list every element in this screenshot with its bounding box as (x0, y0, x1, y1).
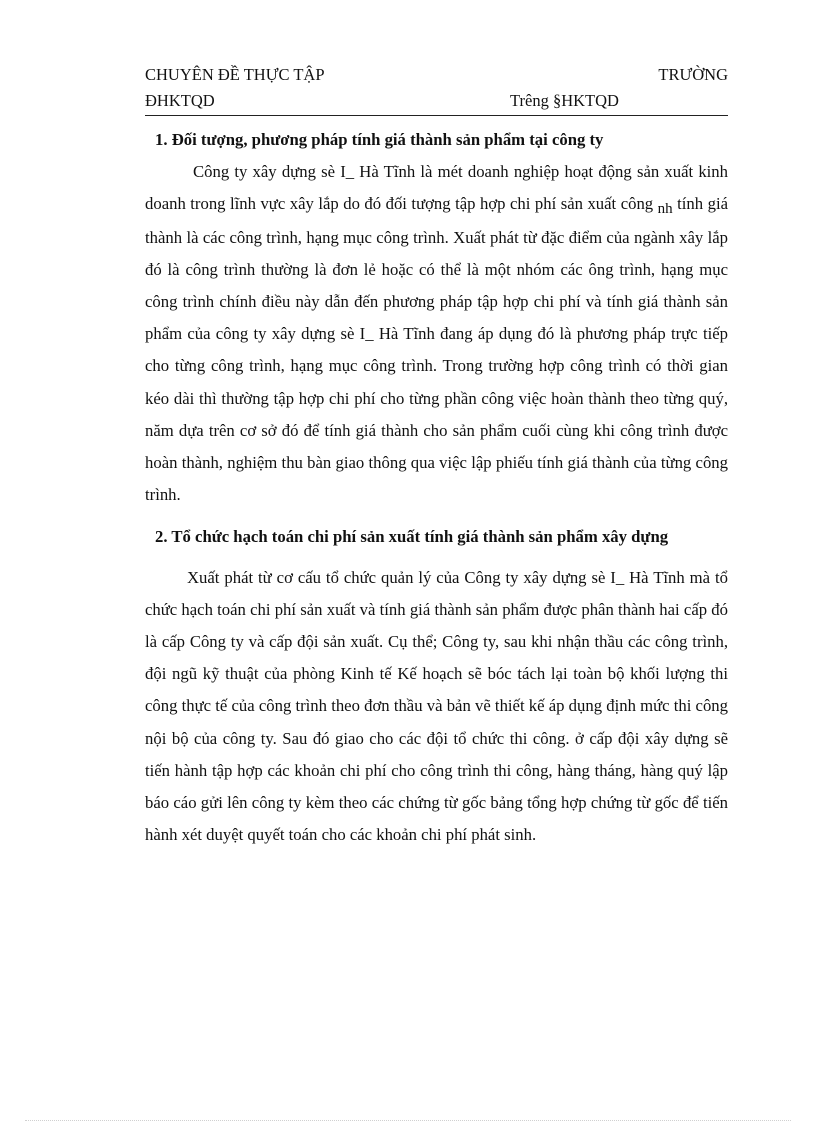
header-school-abbrev: ĐHKTQD (145, 91, 215, 110)
section-1-heading: 1. Đối tượng, phương pháp tính giá thành sản phẩm tại công ty (155, 130, 604, 149)
header-line-2 (145, 88, 728, 114)
page-header (145, 62, 728, 114)
page-bottom-border (25, 1120, 791, 1121)
section-1-text-start: Công ty xây dựng sè I_ Hà Tĩnh là mét doanh nghiệp hoạt động sản xuất kinh doanh trong lĩnh vực xây lắp do đó đối tượng tập hợp chi phí sản xuất công (145, 162, 728, 214)
section-2-paragraph: Xuất phát từ cơ cấu tổ chức quản lý của Công ty xây dựng sè I_ Hà Tĩnh mà tổ chức hạch toán chi phí sản xuất và tính giá thành sản phẩm được phân thành hai cấp đó là cấp Công ty và cấp đội sản xuất. Cụ thể; Công ty, sau khi nhận thầu các công trình, đội ngũ kỹ thuật của phòng Kinh tế Kế hoạch sẽ bóc tách lại toàn bộ khối lượng thi công thực tế của công trình theo đơn thầu và bản vẽ thiết kế áp dụng định mức thi công nội bộ của công ty. Sau đó giao cho các đội tổ chức thi công. ở cấp đội xây dựng sẽ tiến hành tập hợp các khoản chi phí cho công trình thi công, hàng tháng, hàng quý lập báo cáo gửi lên công ty kèm theo các chứng từ gốc bảng tổng hợp chứng từ gốc để tiến hành xét duyệt quyết toán cho các khoản chi phí phát sinh. (145, 567, 728, 845)
document-body (145, 124, 728, 851)
header-divider (145, 115, 728, 116)
header-school-name: Trêng §HKTQD (510, 91, 619, 110)
section-1-text-end: tính giá thành là các công trình, hạng mục công trình. Xuất phát từ đặc điểm của ngành xây lắp đó là công trình thường là đơn lẻ hoặc có thể là một nhóm các ông trình, hạng mục công trình chính điều này dẫn đến phương pháp tập hợp chi phí và tính giá thành sản phẩm của công ty xây dựng sè I_ Hà Tĩnh đang áp dụng đó là phương pháp trực tiếp cho từng công trình, hạng mục công trình. Trong trường hợp công trình có thời gian kéo dài thì thường tập hợp chi phí cho từng phần công việc hoàn thành theo từng quý, năm dựa trên cơ sở đó để tính giá thành cho sản phẩm cuối cùng khi công trình được hoàn thành, nghiệm thu bàn giao thông qua việc lập phiếu tính giá thành của từng công trình. (145, 194, 728, 505)
section-1-subscript-fragment: nh (657, 201, 673, 218)
section-1-paragraph (145, 156, 728, 511)
header-line-1 (145, 62, 728, 88)
section-2-heading: 2. Tổ chức hạch toán chi phí sản xuất tính giá thành sản phẩm xây dựng (155, 527, 669, 547)
header-report-title: CHUYÊN ĐỀ THỰC TẬP (145, 65, 325, 84)
header-school-label: TRƯỜNG (658, 65, 728, 84)
